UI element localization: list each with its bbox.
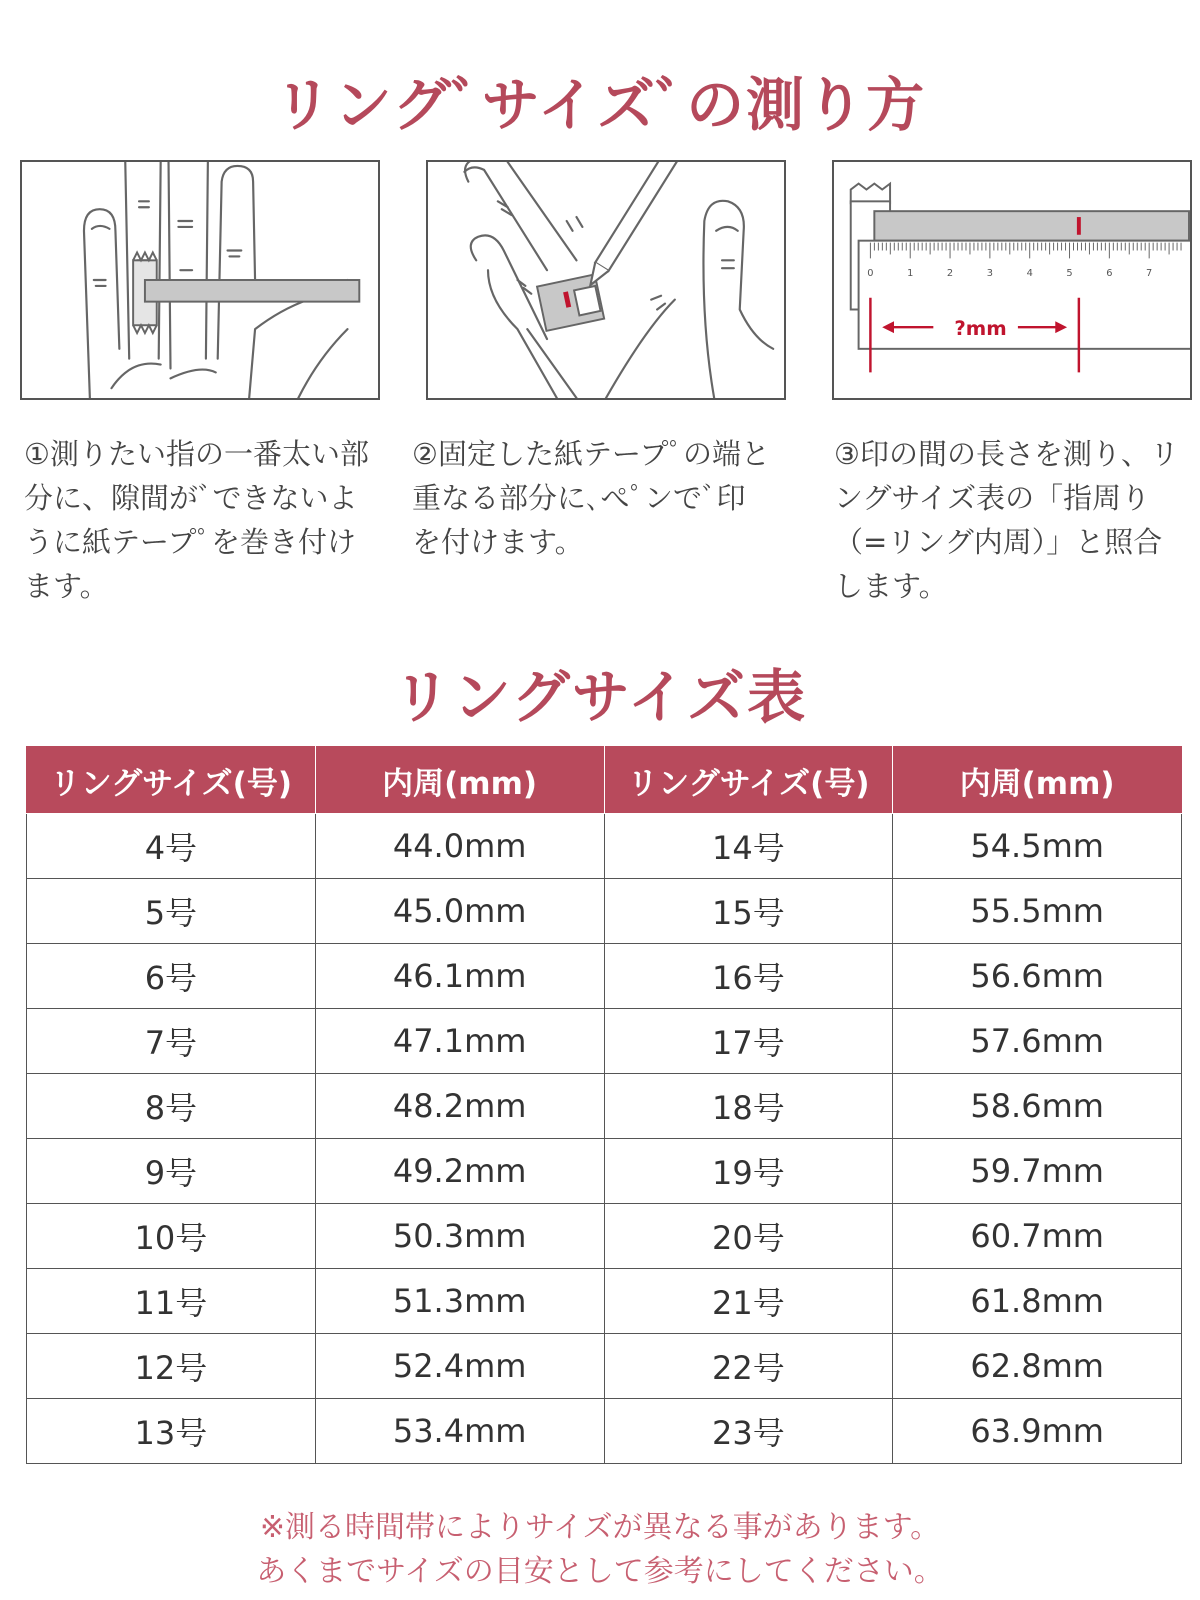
circumference-cell: 57.6mm xyxy=(893,1009,1182,1074)
ruler-tick-label: 7 xyxy=(1146,268,1153,280)
circumference-cell: 45.0mm xyxy=(315,879,604,944)
size-cell: 22号 xyxy=(604,1334,893,1399)
size-cell: 13号 xyxy=(27,1399,316,1464)
step-3-text: ③印の間の長さを測り、リングサイズ表の「指周り（=リング内周）」と照合します。 xyxy=(834,437,1179,603)
circumference-cell: 55.5mm xyxy=(893,879,1182,944)
table-row xyxy=(27,1009,1182,1074)
ruler-tick-label: 5 xyxy=(1066,268,1073,280)
step-3-illustration xyxy=(832,160,1192,400)
ruler-tick-label: 3 xyxy=(986,268,994,280)
header-circumference-right: 内周(mm) xyxy=(893,747,1182,814)
size-cell: 5号 xyxy=(27,879,316,944)
size-cell: 11号 xyxy=(27,1269,316,1334)
size-cell: 18号 xyxy=(604,1074,893,1139)
note-line-1: ※測る時間帯によりサイズが異なる事があります。 xyxy=(259,1510,941,1545)
size-cell: 7号 xyxy=(27,1009,316,1074)
size-cell: 4号 xyxy=(27,814,316,879)
size-cell: 9号 xyxy=(27,1139,316,1204)
size-cell: 14号 xyxy=(604,814,893,879)
table-row xyxy=(27,814,1182,879)
circumference-cell: 51.3mm xyxy=(315,1269,604,1334)
size-table-title: リングサイズ表 xyxy=(392,663,808,731)
circumference-cell: 63.9mm xyxy=(893,1399,1182,1464)
step-1-illustration xyxy=(20,160,380,400)
circumference-cell: 52.4mm xyxy=(315,1334,604,1399)
header-size-right: リングサイズ(号) xyxy=(604,747,893,814)
circumference-cell: 44.0mm xyxy=(315,814,604,879)
size-cell: 8号 xyxy=(27,1074,316,1139)
ruler-tick-label: 6 xyxy=(1106,268,1113,280)
circumference-cell: 46.1mm xyxy=(315,944,604,1009)
size-cell: 23号 xyxy=(604,1399,893,1464)
table-row xyxy=(27,879,1182,944)
ring-size-table xyxy=(26,746,1182,1464)
table-row xyxy=(27,1139,1182,1204)
step-2-text: ②固定した紙テープﾟの端と重なる部分に､ぺﾟンでﾞ印を付けます。 xyxy=(412,437,771,559)
table-row xyxy=(27,1074,1182,1139)
size-cell: 16号 xyxy=(604,944,893,1009)
size-cell: 12号 xyxy=(27,1334,316,1399)
size-cell: 21号 xyxy=(604,1269,893,1334)
ruler-tick-label: 2 xyxy=(946,268,954,280)
size-cell: 19号 xyxy=(604,1139,893,1204)
circumference-cell: 54.5mm xyxy=(893,814,1182,879)
circumference-cell: 47.1mm xyxy=(315,1009,604,1074)
hand-tape-illustration xyxy=(22,162,378,398)
table-row xyxy=(27,1399,1182,1464)
hand-pen-illustration xyxy=(428,162,784,398)
table-row xyxy=(27,1269,1182,1334)
circumference-cell: 58.6mm xyxy=(893,1074,1182,1139)
circumference-cell: 59.7mm xyxy=(893,1139,1182,1204)
size-cell: 15号 xyxy=(604,879,893,944)
ruler-illustration xyxy=(834,162,1190,398)
step-2-illustration xyxy=(426,160,786,400)
circumference-cell: 53.4mm xyxy=(315,1399,604,1464)
size-cell: 20号 xyxy=(604,1204,893,1269)
note-line-2: あくまでサイズの目安として参考にしてください。 xyxy=(256,1554,944,1589)
table-row xyxy=(27,944,1182,1009)
circumference-cell: 56.6mm xyxy=(893,944,1182,1009)
circumference-cell: 62.8mm xyxy=(893,1334,1182,1399)
ruler-tick-label: 0 xyxy=(867,268,874,280)
table-row xyxy=(27,1334,1182,1399)
ruler-tick-label: 4 xyxy=(1026,268,1033,280)
ruler-tick-label: 1 xyxy=(907,268,914,280)
measure-title: リングﾞサイズﾞの測り方 xyxy=(273,71,927,139)
size-cell: 10号 xyxy=(27,1204,316,1269)
circumference-cell: 48.2mm xyxy=(315,1074,604,1139)
size-cell: 6号 xyxy=(27,944,316,1009)
circumference-cell: 60.7mm xyxy=(893,1204,1182,1269)
header-circumference-left: 内周(mm) xyxy=(315,747,604,814)
circumference-cell: 49.2mm xyxy=(315,1139,604,1204)
ruler-measure-label: ?mm xyxy=(954,317,1007,341)
header-size-left: リングサイズ(号) xyxy=(27,747,316,814)
circumference-cell: 50.3mm xyxy=(315,1204,604,1269)
table-row xyxy=(27,1204,1182,1269)
circumference-cell: 61.8mm xyxy=(893,1269,1182,1334)
size-cell: 17号 xyxy=(604,1009,893,1074)
table-header-row xyxy=(27,747,1182,814)
step-1-text: ①測りたい指の一番太い部分に、隙間がﾞできないように紙テープﾟを巻き付けます。 xyxy=(24,437,369,603)
table-body xyxy=(27,814,1182,1464)
